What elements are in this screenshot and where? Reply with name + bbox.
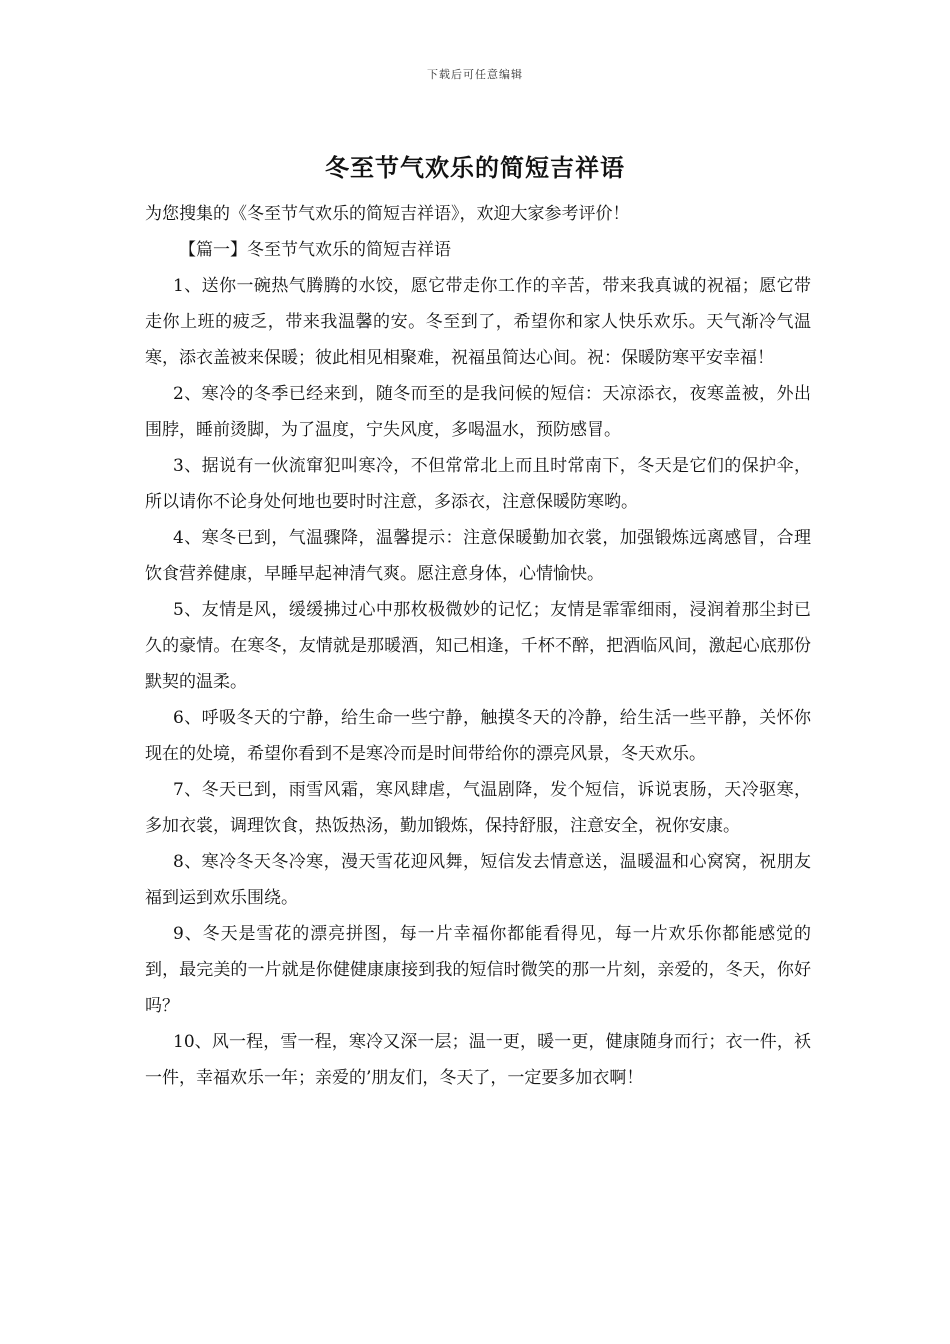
document-body [145, 196, 811, 1096]
page-header-note: 下载后可任意编辑 [427, 68, 523, 81]
greeting-item-2: 2、寒冷的冬季已经来到，随冬而至的是我问候的短信：天凉添衣，夜寒盖被，外出围脖，睡前烫脚，为了温度，宁失风度，多喝温水，预防感冒。 [145, 384, 811, 440]
greeting-item-10: 10、风一程，雪一程，寒冷又深一层；温一更，暖一更，健康随身而行；衣一件，袄一件，幸福欢乐一年；亲爱的’朋友们，冬天了，一定要多加衣啊！ [145, 1032, 811, 1088]
greeting-item-9: 9、冬天是雪花的漂亮拼图，每一片幸福你都能看得见，每一片欢乐你都能感觉的到，最完美的一片就是你健健康康接到我的短信时微笑的那一片刻，亲爱的，冬天，你好吗？ [145, 924, 811, 1016]
section-heading: 【篇一】冬至节气欢乐的简短吉祥语 [179, 240, 451, 260]
intro-paragraph: 为您搜集的《冬至节气欢乐的简短吉祥语》，欢迎大家参考评价！ [145, 204, 630, 224]
document-title: 冬至节气欢乐的简短吉祥语 [325, 153, 625, 182]
greeting-item-6: 6、呼吸冬天的宁静，给生命一些宁静，触摸冬天的冷静，给生活一些平静，关怀你现在的处境，希望你看到不是寒冷而是时间带给你的漂亮风景，冬天欢乐。 [145, 708, 811, 764]
greeting-item-3: 3、据说有一伙流窜犯叫寒冷，不但常常北上而且时常南下，冬天是它们的保护伞，所以请你不论身处何地也要时时注意，多添衣，注意保暖防寒哟。 [145, 456, 811, 512]
greeting-item-8: 8、寒冷冬天冬冷寒，漫天雪花迎风舞，短信发去情意送，温暖温和心窝窝，祝朋友福到运到欢乐围绕。 [145, 852, 811, 908]
greeting-item-5: 5、友情是风，缓缓拂过心中那枚极微妙的记忆；友情是霏霏细雨，浸润着那尘封已久的豪情。在寒冬，友情就是那暖酒，知己相逢，千杯不醉，把酒临风间，激起心底那份默契的温柔。 [145, 600, 811, 692]
greeting-item-4: 4、寒冬已到，气温骤降，温馨提示：注意保暖勤加衣裳，加强锻炼远离感冒，合理饮食营养健康，早睡早起神清气爽。愿注意身体，心情愉快。 [145, 528, 811, 584]
greeting-item-7: 7、冬天已到，雨雪风霜，寒风肆虐，气温剧降，发个短信，诉说衷肠，天冷驱寒，多加衣裳，调理饮食，热饭热汤，勤加锻炼，保持舒服，注意安全，祝你安康。 [145, 780, 811, 836]
greeting-item-1: 1、送你一碗热气腾腾的水饺，愿它带走你工作的辛苦，带来我真诚的祝福；愿它带走你上班的疲乏，带来我温馨的安。冬至到了，希望你和家人快乐欢乐。天气渐冷气温寒，添衣盖被来保暖；彼此相见相聚难，祝福虽简达心间。祝：保暖防寒平安幸福！ [145, 276, 811, 368]
